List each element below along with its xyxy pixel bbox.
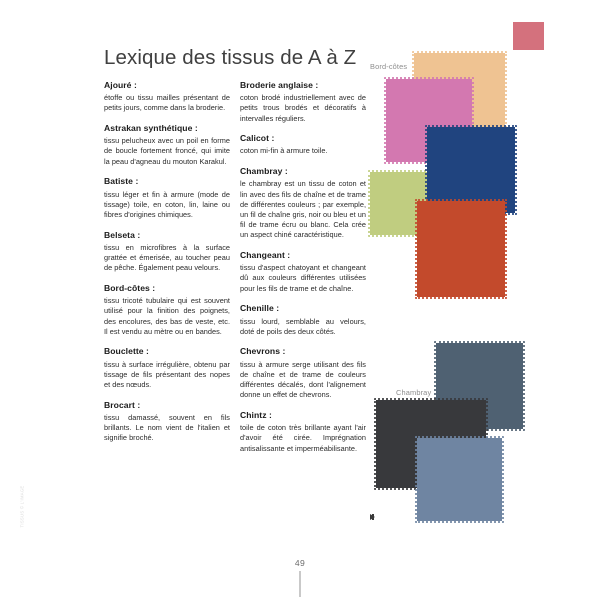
glossary-definition: coton mi-fin à armure toile. <box>240 146 328 156</box>
swatch-group-label-chambray: Chambray <box>396 388 432 397</box>
glossary-definition: tissu à armure serge utilisant des fils de chaîne et de trame de couleurs différentes décalés, dont l'alignement donne un effet de chevrons. <box>240 359 366 400</box>
glossary-column-left <box>104 80 230 453</box>
glossary-column-right <box>240 80 366 463</box>
swatch-fill <box>417 201 505 297</box>
glossary-entry <box>240 346 366 400</box>
glossary-term: Bord-côtes : <box>104 282 156 293</box>
glossary-term: Chevrons : <box>240 346 286 357</box>
glossary-definition: tissu lourd, semblable au velours, doté de poils des deux côtés. <box>240 316 366 336</box>
play-arrow-icon <box>370 514 375 520</box>
glossary-term: Broderie anglaise : <box>240 80 319 90</box>
swatch-group-label-bord-cotes: Bord-côtes <box>370 62 408 71</box>
accent-square <box>513 22 544 50</box>
page-number: 49 <box>294 558 306 568</box>
glossary-entry <box>240 250 366 294</box>
glossary-term: Batiste : <box>104 176 139 187</box>
glossary-entry <box>104 80 230 114</box>
glossary-entry <box>104 283 230 337</box>
glossary-definition: tissu léger et fin à armure (mode de tissage) toile, en coton, lin, laine ou fibres d'origines chimiques. <box>104 189 230 219</box>
glossary-term: Brocart : <box>104 399 141 410</box>
glossary-entry <box>240 166 366 240</box>
glossary-term: Changeant : <box>240 250 291 261</box>
glossary-entry <box>240 133 366 156</box>
glossary-entry <box>240 80 366 124</box>
glossary-entry <box>104 346 230 390</box>
glossary-definition: le chambray est un tissu de coton et lin avec des fils de chaîne et de trame de différentes couleurs ; par exemple, un fil de chaîne gris, noir ou bleu et un fil de trame écru ou blanc. Cela crée un aspect chiné caractéristique. <box>240 179 366 240</box>
fabric-swatch-denim <box>417 438 502 521</box>
glossary-term: Bouclette : <box>104 346 149 357</box>
glossary-definition: tissu à surface irrégulière, obtenu par tissage de fils présentant des nopes et des nœuds. <box>104 359 230 390</box>
glossary-term: Calicot : <box>240 133 275 144</box>
glossary-term: Belseta : <box>104 229 141 240</box>
glossary-entry <box>240 410 366 454</box>
glossary-entry <box>104 230 230 274</box>
glossary-term: Chambray : <box>240 166 288 177</box>
glossary-entry <box>104 400 230 444</box>
folio-rule <box>299 571 301 597</box>
glossary-term: Ajouré : <box>104 80 137 90</box>
fabric-swatch-rust <box>417 201 505 297</box>
glossary-definition: étoffe ou tissu mailles présentant de petits jours, comme dans la broderie. <box>104 93 230 113</box>
glossary-entry <box>240 303 366 337</box>
glossary-definition: tissu en microfibres à la surface grattée et émerisée, au toucher peau de pêche. Également peau velours. <box>104 242 230 273</box>
side-credit-text: TISSUS © L'IMAGE <box>19 485 25 528</box>
glossary-definition: tissu d'aspect chatoyant et changeant dû aux couleurs différentes utilisées pour les fils de trame et de chaîne. <box>240 263 366 293</box>
glossary-term: Astrakan synthétique : <box>104 123 198 134</box>
glossary-entry <box>104 176 230 220</box>
glossary-definition: tissu pelucheux avec un poil en forme de boucle fortement froncé, qui imite la peau d'agneau du mouton Karakul. <box>104 136 230 166</box>
glossary-term: Chenille : <box>240 303 280 314</box>
glossary-definition: coton brodé industriellement avec de petits trous brodés et décoratifs à intervalles réguliers. <box>240 93 366 123</box>
glossary-term: Chintz : <box>240 409 272 420</box>
glossary-definition: tissu tricoté tubulaire qui est souvent utilisé pour la finition des poignets, des encolures, des bas de veste, etc. Il est vendu au mètre ou en bandes. <box>104 296 230 336</box>
glossary-definition: tissu damassé, souvent en fils brillants. Le nom vient de l'italien et signifie broché. <box>104 412 230 443</box>
page-title: Lexique des tissus de A à Z <box>104 46 357 69</box>
glossary-entry <box>104 123 230 167</box>
swatch-fill <box>417 438 502 521</box>
glossary-definition: toile de coton très brillante ayant l'air d'avoir été cirée. Imprégnation antisalissante et imperméabilisante. <box>240 423 366 453</box>
